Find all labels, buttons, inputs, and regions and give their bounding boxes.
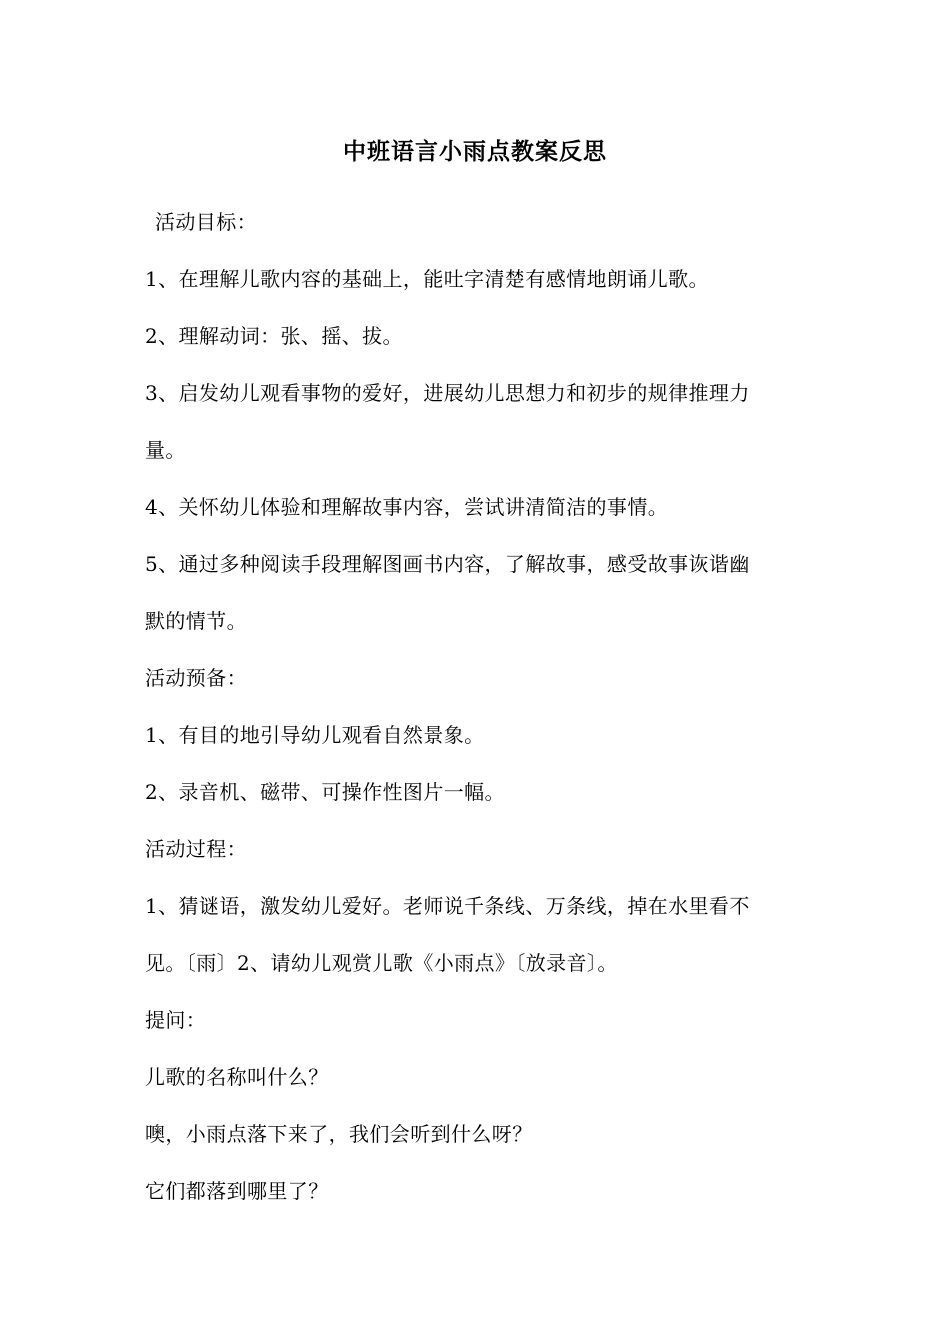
section-heading-process: 活动过程：	[145, 837, 247, 861]
paragraph-line: 见。〔雨〕2、请幼儿观赏儿歌《小雨点》〔放录音〕。	[145, 951, 618, 975]
paragraph-line: 它们都落到哪里了？	[145, 1179, 329, 1203]
document-title: 中班语言小雨点教案反思	[343, 138, 607, 165]
paragraph-line: 2、录音机、磁带、可操作性图片一幅。	[145, 780, 505, 804]
paragraph-line: 噢，小雨点落下来了，我们会听到什么呀？	[145, 1122, 533, 1146]
paragraph-line: 4、关怀幼儿体验和理解故事内容，尝试讲清简洁的事情。	[145, 495, 669, 519]
paragraph-line: 2、理解动词：张、摇、拔。	[145, 324, 403, 348]
paragraph-line: 1、在理解儿歌内容的基础上，能吐字清楚有感情地朗诵儿歌。	[145, 267, 709, 291]
section-heading-goals: 活动目标：	[155, 210, 257, 234]
paragraph-line: 3、启发幼儿观看事物的爱好，进展幼儿思想力和初步的规律推理力	[145, 381, 750, 405]
paragraph-line: 1、猜谜语，激发幼儿爱好。老师说千条线、万条线，掉在水里看不	[145, 894, 750, 918]
paragraph-line: 5、通过多种阅读手段理解图画书内容，了解故事，感受故事诙谐幽	[145, 552, 750, 576]
paragraph-line: 1、有目的地引导幼儿观看自然景象。	[145, 723, 485, 747]
paragraph-line: 默的情节。	[145, 609, 247, 633]
section-heading-preparation: 活动预备：	[145, 666, 247, 690]
paragraph-line: 量。	[145, 438, 186, 462]
paragraph-line: 儿歌的名称叫什么？	[145, 1065, 329, 1089]
paragraph-line: 提问：	[145, 1008, 207, 1032]
